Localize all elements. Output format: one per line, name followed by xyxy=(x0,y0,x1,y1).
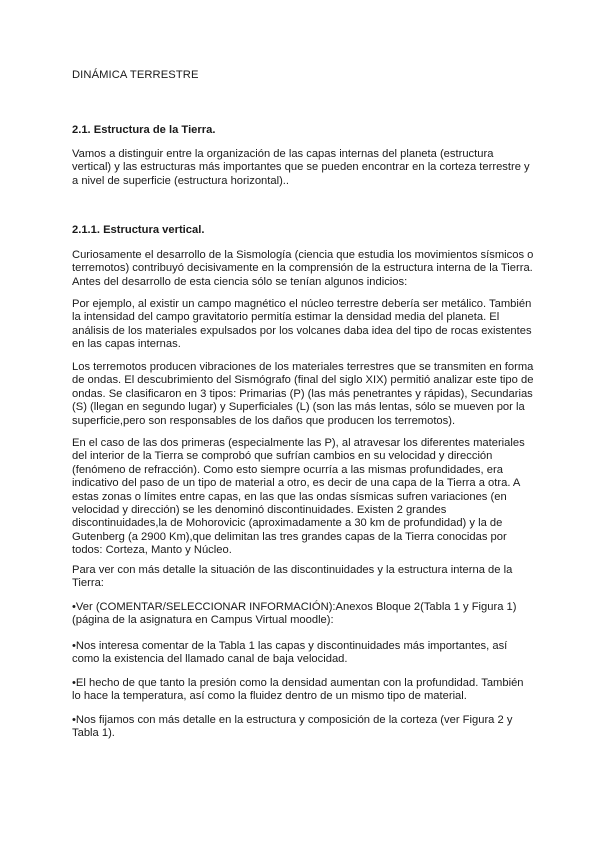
paragraph-indicios: Por ejemplo, al existir un campo magnético el núcleo terrestre debería ser metálico. También la intensidad del campo gravitatorio permitía estimar la densidad media del planeta. El análisis de los materiales expulsados por los volcanes daba idea del tipo de rocas existentes en las capas internas. xyxy=(72,298,532,351)
bullet-corteza: •Nos fijamos con más detalle en la estructura y composición de la corteza (ver Figura 2 y Tabla 1). xyxy=(72,714,513,740)
document-title: DINÁMICA TERRESTRE xyxy=(72,69,199,81)
paragraph-para-ver: Para ver con más detalle la situación de las discontinuidades y la estructura interna de la Tierra: xyxy=(72,564,513,590)
paragraph-discontinuidades: En el caso de las dos primeras (especialmente las P), al atravesar los diferentes materiales del interior de la Tierra se comprobó que sufrían cambios en su velocidad y dirección (fenómeno de refracción). Como esto siempre ocurría a las mismas profundidades, era indicativo del paso de un tipo de material a otro, es decir de una capa de la Tierra a otra. A estas zonas o límites entre capas, en las que las ondas sísmicas sufren variaciones (en velocidad y dirección) se les denominó discontinuidades. Existen 2 grandes discontinuidades,la de Mohorovicic (aproximadamente a 30 km de profundidad) y la de Gutenberg (a 2900 Km),que delimitan las tres grandes capas de la Tierra conocidas por todos: Corteza, Manto y Núcleo. xyxy=(72,437,525,557)
bullet-tabla-1: •Nos interesa comentar de la Tabla 1 las capas y discontinuidades más importantes, así como la existencia del llamado canal de baja velocidad. xyxy=(72,640,508,666)
bullet-ver-anexos: •Ver (COMENTAR/SELECCIONAR INFORMACIÓN):Anexos Bloque 2(Tabla 1 y Figura 1)(página de la asignatura en Campus Virtual moodle): xyxy=(72,601,517,627)
intro-paragraph: Vamos a distinguir entre la organización de las capas internas del planeta (estructura vertical) y las estructuras más importantes que se pueden encontrar en la corteza terrestre y a nivel de superficie (estructura horizontal).. xyxy=(72,148,530,187)
paragraph-ondas-sismicas: Los terremotos producen vibraciones de los materiales terrestres que se transmiten en forma de ondas. El descubrimiento del Sismógrafo (final del siglo XIX) permitió analizar este tipo de ondas. Se clasificaron en 3 tipos: Primarias (P) (las más penetrantes y rápidas), Secundarias (S) (llegan en segundo lugar) y Superficiales (L) (son las más lentas, sólo se mueven por la superficie,pero son responsables de los daños que producen los terremotos). xyxy=(72,361,534,427)
section-heading-estructura-tierra: 2.1. Estructura de la Tierra. xyxy=(72,124,216,136)
section-heading-estructura-vertical: 2.1.1. Estructura vertical. xyxy=(72,224,205,236)
paragraph-sismologia: Curiosamente el desarrollo de la Sismología (ciencia que estudia los movimientos sísmicos o terremotos) contribuyó decisivamente en la comprensión de la estructura interna de la Tierra. Antes del desarrollo de esta ciencia sólo se tenían algunos indicios: xyxy=(72,249,534,288)
bullet-presion-densidad: •El hecho de que tanto la presión como la densidad aumentan con la profundidad. También lo hace la temperatura, así como la fluidez dentro de un mismo tipo de material. xyxy=(72,677,524,703)
